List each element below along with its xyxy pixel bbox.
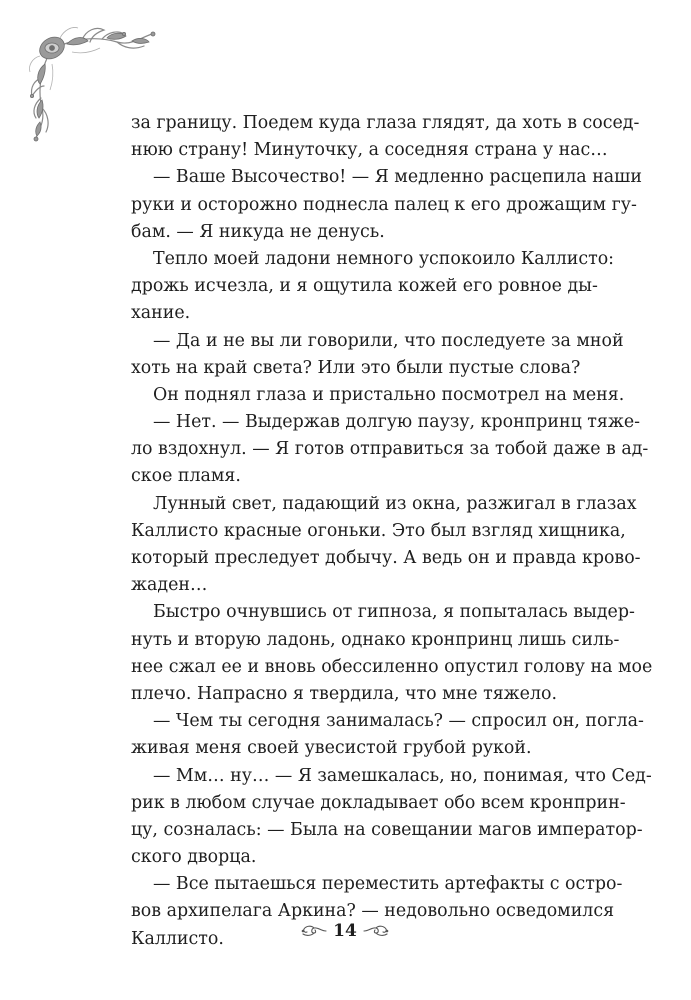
text-line: Тепло моей ладони немного успокоило Каллисто: [153, 248, 615, 269]
left-flourish-icon [301, 924, 327, 938]
text-line: вов архипелага Аркина? — недовольно осведомился [131, 901, 615, 922]
text-line: — Ваше Высочество! — Я медленно расцепила наши [153, 167, 642, 188]
right-flourish-icon [363, 924, 389, 938]
text-line: — Нет. — Выдержав долгую паузу, кронпринц тяже- [153, 412, 641, 433]
text-line: Быстро очнувшись от гипноза, я попыталась выдер- [153, 602, 635, 623]
text-line: жаден… [131, 575, 208, 596]
text-line: — Да и не вы ли говорили, что последуете за мной [153, 330, 624, 351]
book-text [131, 110, 653, 953]
page-number-block [295, 918, 395, 944]
text-line: который преследует добычу. А ведь он и правда крово- [131, 548, 641, 568]
text-line: — Все пытаешься переместить артефакты с остро- [153, 874, 623, 895]
text-line: — Чем ты сегодня занималась? — спросил он, погла- [153, 711, 644, 732]
page-number: 14 [333, 921, 357, 941]
text-line: плечо. Напрасно я твердила, что мне тяжело. [131, 683, 557, 704]
text-line: цу, созналась: — Была на совещании магов император- [131, 819, 643, 840]
text-line: Каллисто. [131, 928, 224, 949]
text-line: нюю страну! Минуточку, а соседняя страна у нас… [131, 140, 608, 161]
text-line: за границу. Поедем куда глаза глядят, да хоть в сосед- [131, 113, 640, 133]
text-line: ского дворца. [131, 847, 257, 868]
text-line: ло вздохнул. — Я готов отправиться за тобой даже в ад- [131, 439, 649, 460]
text-line: ское пламя. [131, 466, 241, 487]
text-line: дрожь исчезла, и я ощутила кожей его ровное ды- [131, 276, 598, 297]
text-line: хоть на край света? Или это были пустые слова? [131, 357, 581, 378]
text-line: нуть и вторую ладонь, однако кронпринц лишь силь- [131, 629, 620, 650]
text-line: Он поднял глаза и пристально посмотрел на меня. [153, 384, 625, 405]
text-line: Каллисто красные огоньки. Это был взгляд хищника, [131, 520, 626, 541]
text-line: хание. [131, 303, 191, 324]
text-line: бам. — Я никуда не денусь. [131, 221, 385, 242]
text-line: Лунный свет, падающий из окна, разжигал в глазах [153, 493, 637, 514]
text-line: живая меня своей увесистой грубой рукой. [131, 738, 532, 759]
text-line: — Мм… ну… — Я замешкалась, но, понимая, что Сед- [153, 765, 652, 786]
text-line: руки и осторожно поднесла палец к его дрожащим гу- [131, 194, 637, 215]
text-line: рик в любом случае докладывает обо всем кронприн- [131, 792, 626, 813]
text-line: нее сжал ее и вновь обессиленно опустил голову на мое [131, 656, 653, 677]
